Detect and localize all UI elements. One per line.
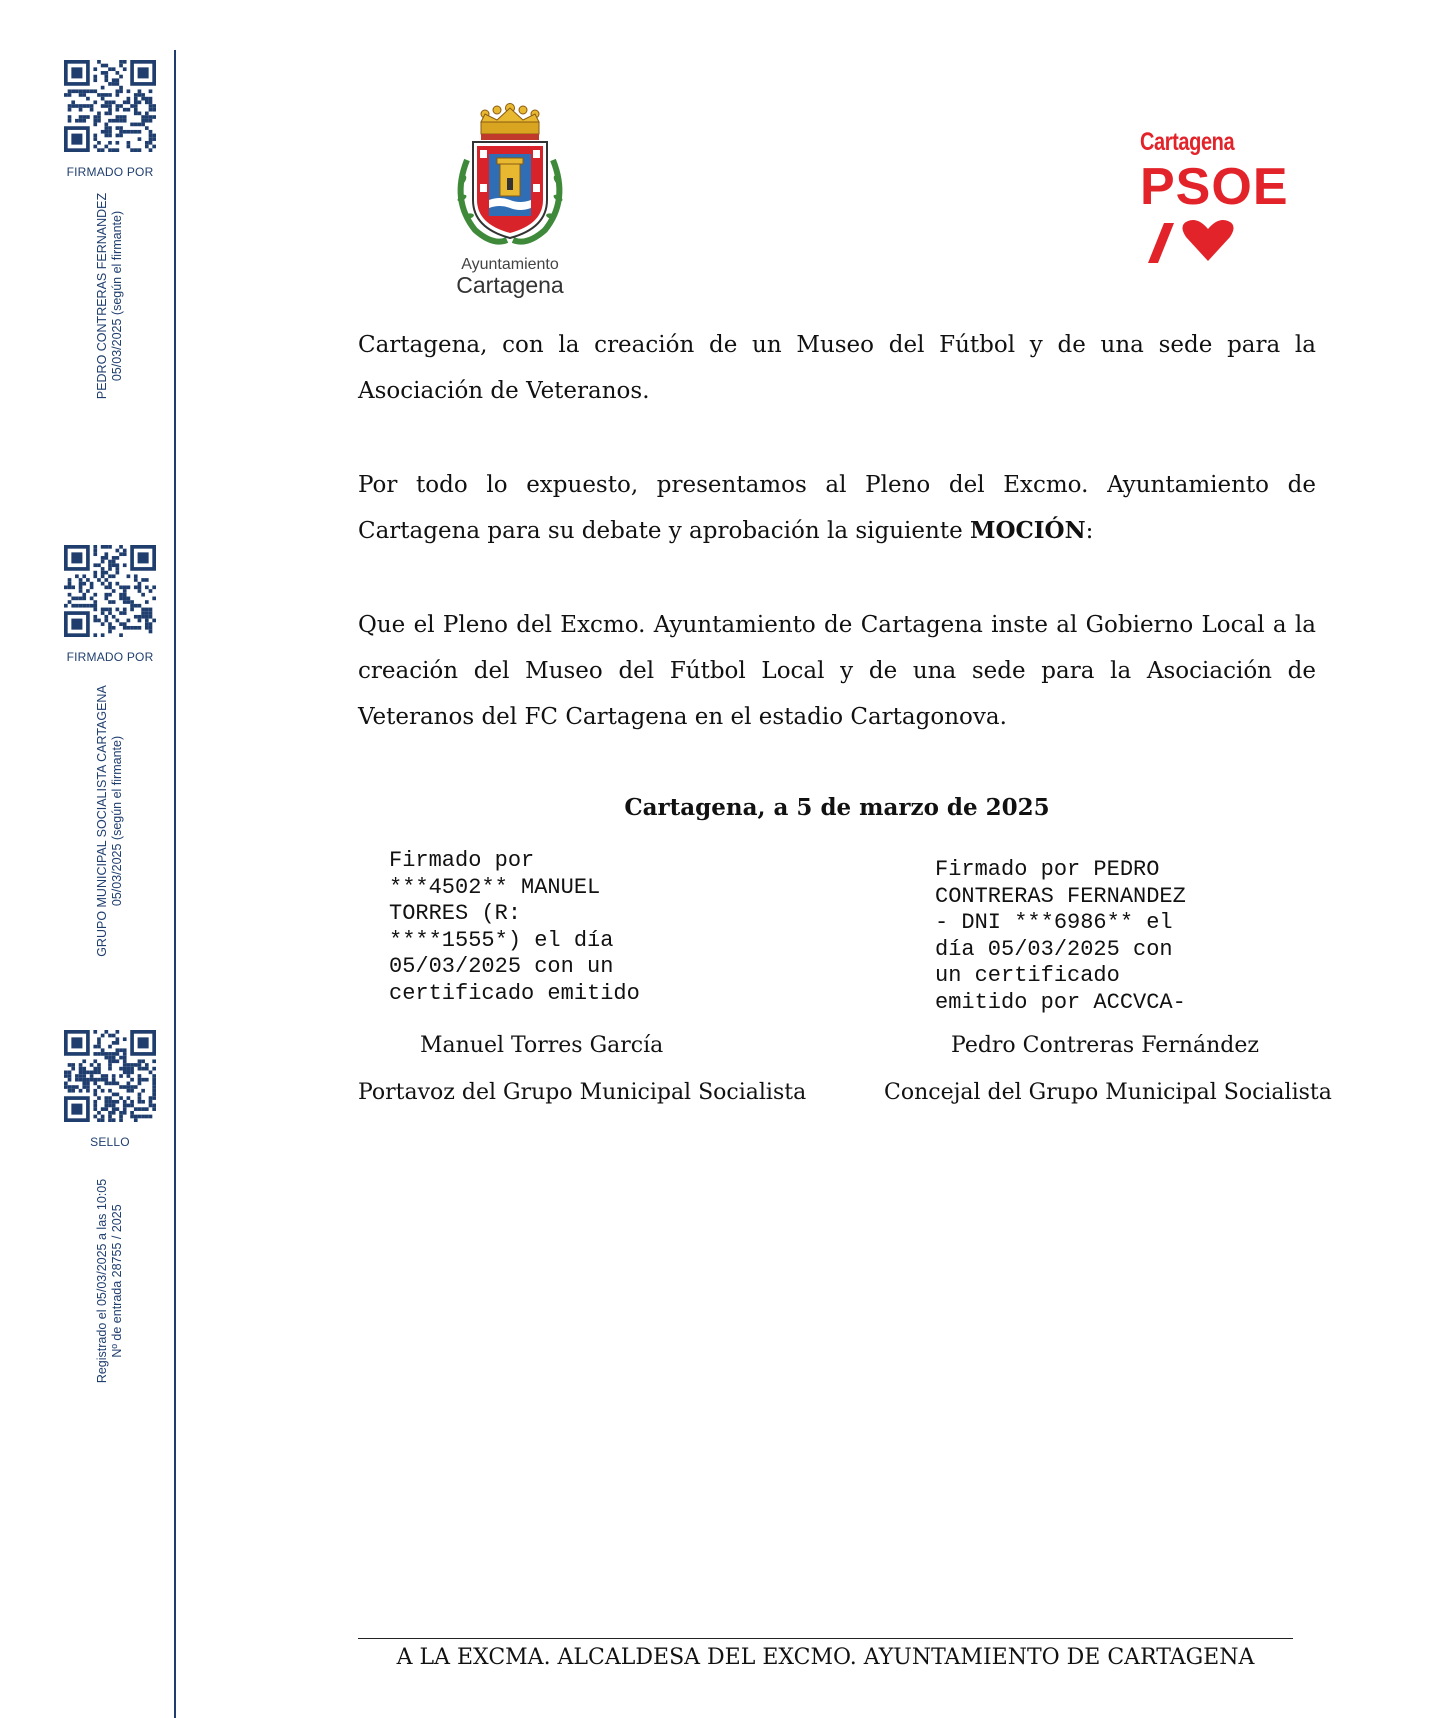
psoe-name: PSOE (1140, 158, 1289, 216)
body-paragraph-resolution: Que el Pleno del Excmo. Ayuntamiento de Cartagena inste al Gobierno Local a la creación del Museo del Fútbol Local y de una sede para la Asociación de Veteranos del FC Cartagena en el estadio Cartagonova. (358, 612, 1316, 730)
stamp-label: FIRMADO POR (66, 650, 154, 664)
coat-of-arms-icon (445, 100, 575, 250)
stamp-label: FIRMADO POR (66, 165, 154, 179)
psoe-city: Cartagena (1140, 128, 1235, 156)
qr-code-icon (64, 60, 156, 152)
stamp-details: Registrado el 05/03/2025 a las 10:05 Nº de entrada 28755 / 2025 (95, 1178, 124, 1384)
psoe-logo (1140, 128, 1289, 268)
stamp-details: PEDRO CONTRERAS FERNANDEZ 05/03/2025 (según el firmante) (95, 192, 124, 400)
ayuntamiento-label: Ayuntamiento (461, 256, 559, 273)
ayuntamiento-logo (440, 100, 580, 300)
digital-signature-text: Firmado por ***4502** MANUEL TORRES (R: ****1555*) el día 05/03/2025 con un certificado emitido (389, 848, 640, 1006)
motion-keyword: MOCIÓN (970, 517, 1086, 544)
body-paragraph: Cartagena, con la creación de un Museo del Fútbol y de una sede para la Asociación de Veteranos. (358, 332, 1316, 404)
signatory-role: Concejal del Grupo Municipal Socialista (884, 1080, 1332, 1105)
qr-code-icon (64, 545, 156, 637)
stamp-label: SELLO (90, 1135, 130, 1149)
signature-date: Cartagena, a 5 de marzo de 2025 (624, 794, 1050, 821)
digital-signature-text: Firmado por PEDRO CONTRERAS FERNANDEZ - DNI ***6986** el día 05/03/2025 con un certificado emitido por ACCVCA- (935, 857, 1186, 1015)
qr-code-icon (64, 1030, 156, 1122)
stamp-details: GRUPO MUNICIPAL SOCIALISTA CARTAGENA 05/03/2025 (según el firmante) (95, 685, 124, 957)
ayuntamiento-city: Cartagena (456, 272, 564, 298)
footer-rule (358, 1638, 1293, 1639)
signatory-name: Manuel Torres García (420, 1033, 664, 1058)
signatory-role: Portavoz del Grupo Municipal Socialista (358, 1080, 807, 1105)
heart-icon (1140, 217, 1260, 265)
sidebar-divider (174, 50, 176, 1718)
signatory-name: Pedro Contreras Fernández (951, 1033, 1259, 1058)
body-paragraph-motion: Por todo lo expuesto, presentamos al Pleno del Excmo. Ayuntamiento de Cartagena para su debate y aprobación la siguiente MOCIÓN: (358, 472, 1316, 544)
footer-addressee: A LA EXCMA. ALCALDESA DEL EXCMO. AYUNTAMIENTO DE CARTAGENA (396, 1645, 1255, 1670)
